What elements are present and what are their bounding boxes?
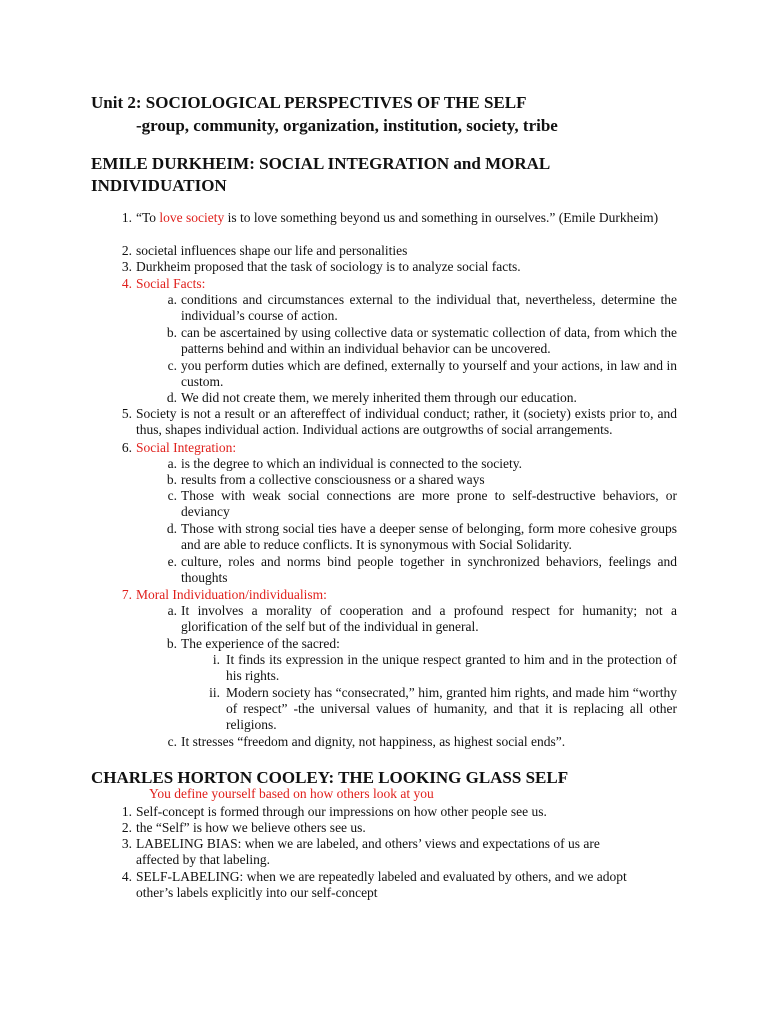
sub-marker: c. bbox=[167, 734, 177, 749]
list-number: 5. bbox=[121, 406, 132, 421]
list-number: 6. bbox=[121, 440, 132, 455]
list-number: 4. bbox=[121, 869, 132, 884]
list-item bbox=[136, 210, 677, 226]
roman-marker: ii. bbox=[209, 685, 220, 700]
sub-item: can be ascertained by using collective data or systematic collection of data, from which the patterns behind and within an individual behavior can be uncovered. bbox=[181, 325, 677, 357]
love-society-highlight: love society bbox=[159, 210, 225, 225]
sub-item: It involves a morality of cooperation and a profound respect for humanity; not a glorification of the self but of the individual in general. bbox=[181, 603, 677, 635]
social-facts-label: Social Facts: bbox=[136, 276, 206, 291]
list-item: SELF-LABELING: when we are repeatedly labeled and evaluated by others, and we adopt other’s labels explicitly into our self-concept bbox=[136, 869, 627, 901]
sub-item: culture, roles and norms bind people together in synchronized behaviors, feelings and thoughts bbox=[181, 554, 677, 586]
durkheim-heading-line1: EMILE DURKHEIM: SOCIAL INTEGRATION and MORAL bbox=[91, 154, 551, 173]
roman-marker: i. bbox=[212, 652, 220, 667]
sub-sub-item: Modern society has “consecrated,” him, granted him rights, and made him “worthy of respect” -the universal values of humanity, and that it is replacing all other religions. bbox=[226, 685, 677, 733]
sub-sub-item: It finds its expression in the unique respect granted to him and in the protection of his rights. bbox=[226, 652, 677, 684]
sub-marker: b. bbox=[166, 636, 177, 651]
list-item: LABELING BIAS: when we are labeled, and others’ views and expectations of us are affected by that labeling. bbox=[136, 836, 600, 868]
list-number: 3. bbox=[121, 836, 132, 851]
list-item: Society is not a result or an aftereffect of individual conduct; rather, it (society) exists prior to, and thus, shapes individual action. Individual actions are outgrowths of social arrangements. bbox=[136, 406, 677, 438]
list-number: 1. bbox=[121, 210, 132, 225]
sub-item: is the degree to which an individual is connected to the society. bbox=[181, 456, 523, 471]
item-text: is to love something beyond us and something in ourselves.” (Emile Durkheim) bbox=[224, 210, 659, 225]
list-item: Durkheim proposed that the task of sociology is to analyze social facts. bbox=[136, 259, 521, 274]
cooley-subheading: You define yourself based on how others look at you bbox=[149, 786, 434, 801]
cooley-heading: CHARLES HORTON COOLEY: THE LOOKING GLASS SELF bbox=[91, 768, 569, 787]
sub-marker: c. bbox=[167, 488, 177, 503]
sub-marker: d. bbox=[166, 390, 177, 405]
sub-marker: c. bbox=[167, 358, 177, 373]
durkheim-heading-line2: INDIVIDUATION bbox=[91, 176, 227, 195]
page-subtitle: -group, community, organization, institution, society, tribe bbox=[136, 116, 558, 135]
sub-marker: a. bbox=[167, 603, 177, 618]
list-item: the “Self” is how we believe others see us. bbox=[136, 820, 366, 835]
sub-item: conditions and circumstances external to the individual that, nevertheless, determine the individual’s course of action. bbox=[181, 292, 677, 324]
moral-individuation-label: Moral Individuation/individualism: bbox=[136, 587, 327, 602]
item-text: “To bbox=[136, 210, 160, 225]
sub-item: Those with weak social connections are more prone to self-destructive behaviors, or deviancy bbox=[181, 488, 677, 520]
list-item: Self-concept is formed through our impressions on how other people see us. bbox=[136, 804, 547, 819]
list-number: 7. bbox=[121, 587, 132, 602]
sub-marker: a. bbox=[167, 292, 177, 307]
list-item: societal influences shape our life and personalities bbox=[136, 243, 408, 258]
list-number: 2. bbox=[121, 243, 132, 258]
sub-item: you perform duties which are defined, externally to yourself and your actions, in law and in custom. bbox=[181, 358, 677, 390]
sub-item: We did not create them, we merely inherited them through our education. bbox=[181, 390, 577, 405]
list-number: 2. bbox=[121, 820, 132, 835]
social-integration-label: Social Integration: bbox=[136, 440, 237, 455]
sub-marker: d. bbox=[166, 521, 177, 536]
list-number: 1. bbox=[121, 804, 132, 819]
durkheim-heading bbox=[91, 153, 691, 197]
sub-item: The experience of the sacred: bbox=[181, 636, 340, 651]
sub-marker: a. bbox=[167, 456, 177, 471]
sub-marker: b. bbox=[166, 472, 177, 487]
sub-item: Those with strong social ties have a deeper sense of belonging, form more cohesive groups and are able to reduce conflicts. It is synonymous with Social Solidarity. bbox=[181, 521, 677, 553]
sub-marker: b. bbox=[166, 325, 177, 340]
sub-marker: e. bbox=[167, 554, 177, 569]
page-title: Unit 2: SOCIOLOGICAL PERSPECTIVES OF THE SELF bbox=[91, 93, 527, 112]
sub-item: results from a collective consciousness or a shared ways bbox=[181, 472, 485, 487]
sub-item: It stresses “freedom and dignity, not happiness, as highest social ends”. bbox=[181, 734, 566, 749]
list-number: 3. bbox=[121, 259, 132, 274]
list-number: 4. bbox=[121, 276, 132, 291]
